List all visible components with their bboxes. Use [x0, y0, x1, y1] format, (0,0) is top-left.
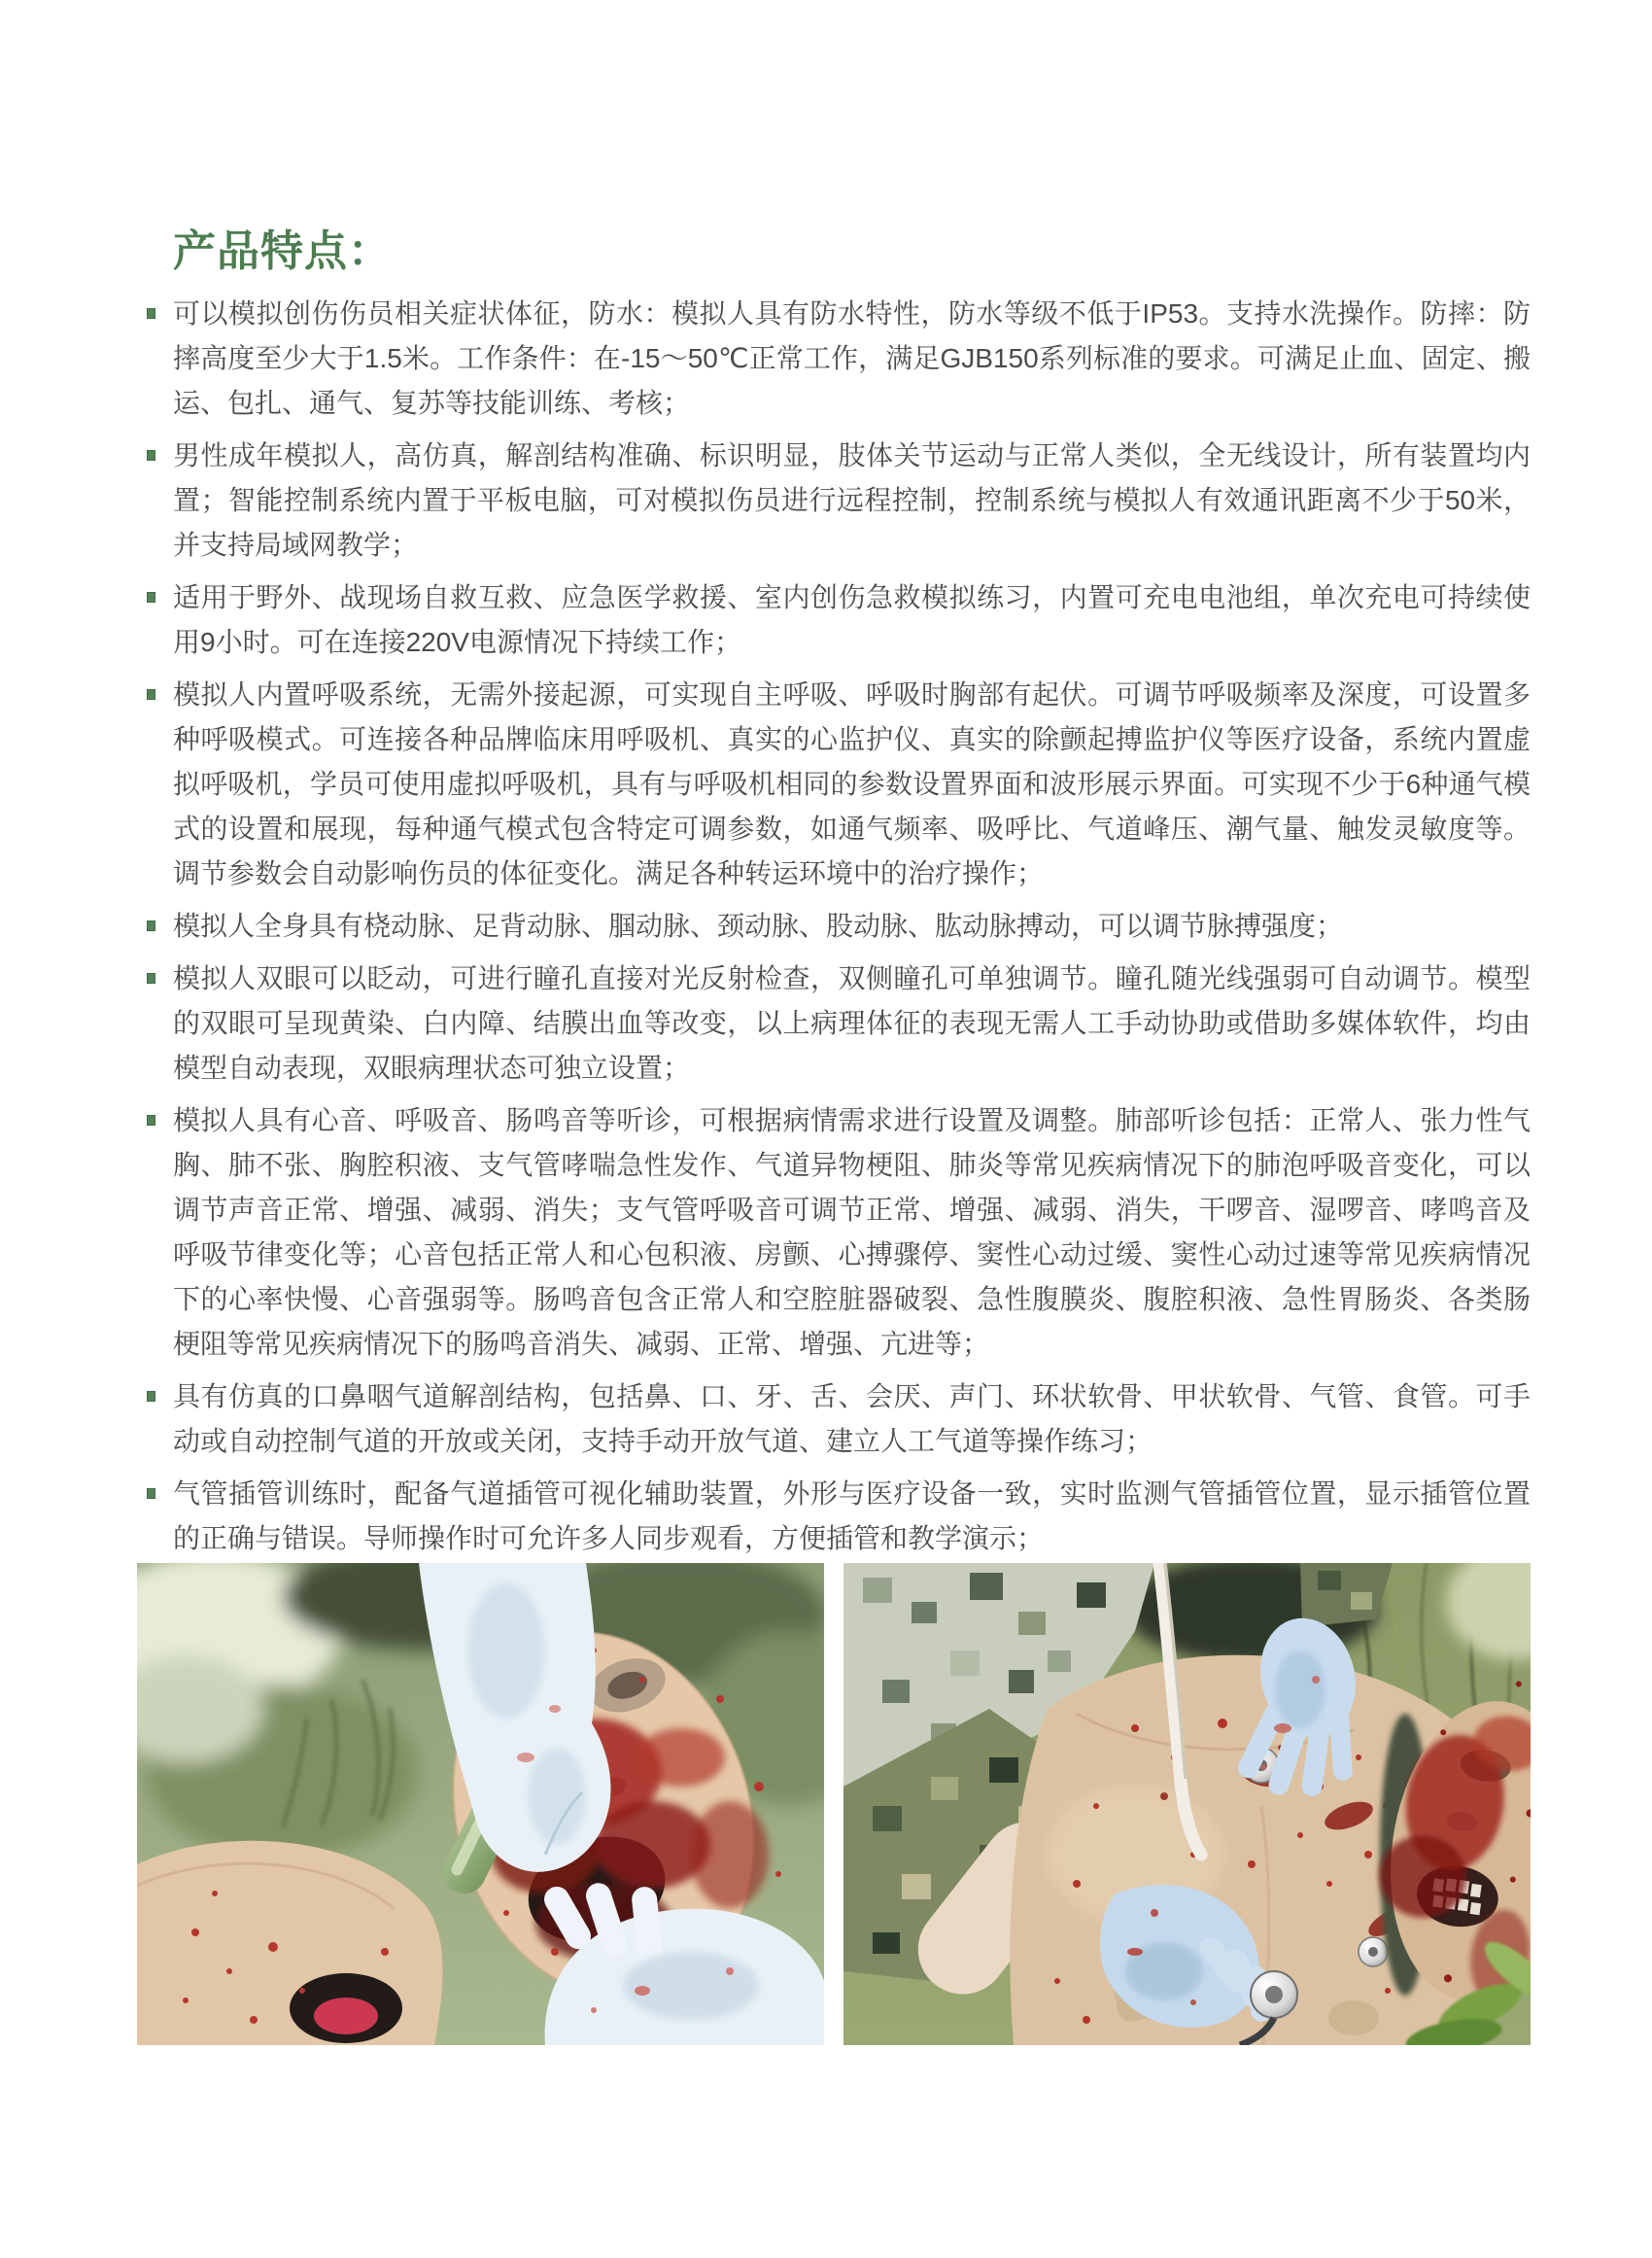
feature-text: 模拟人具有心音、呼吸音、肠鸣音等听诊，可根据病情需求进行设置及调整。肺部听诊包括：正常人、张力性气胸、肺不张、胸腔积液、支气管哮喘急性发作、气道异物梗阻、肺炎等常见疾病情况下的肺泡呼吸音变化，可以调节声音正常、增强、减弱、消失；支气管呼吸音可调节正常、增强、减弱、消失，干啰音、湿啰音、哮鸣音及呼吸节律变化等；心音包括正常人和心包积液、房颤、心搏骤停、窦性心动过缓、窦性心动过速等常见疾病情况下的心率快慢、心音强弱等。肠鸣音包含正常人和空腔脏器破裂、急性腹膜炎、腹腔积液、急性胃肠炎、各类肠梗阻等常见疾病情况下的肠鸣音消失、减弱、正常、增强、亢进等；: [173, 1105, 1531, 1359]
bullet-square-icon: [147, 450, 155, 461]
bullet-square-icon: [147, 1488, 155, 1499]
feature-item: [173, 434, 1531, 568]
feature-text: 适用于野外、战现场自救互救、应急医学救援、室内创伤急救模拟练习，内置可充电电池组，单次充电可持续使用9小时。可在连接220V电源情况下持续工作；: [173, 582, 1531, 657]
page-title: 产品特点：: [173, 227, 392, 275]
photo-row: [137, 1563, 1531, 2045]
feature-text: 气管插管训练时，配备气道插管可视化辅助装置，外形与医疗设备一致，实时监测气管插管位置，显示插管位置的正确与错误。导师操作时可允许多人同步观看，方便插管和教学演示；: [173, 1478, 1531, 1553]
feature-text: 可以模拟创伤伤员相关症状体征，防水：模拟人具有防水特性，防水等级不低于IP53。支持水洗操作。防摔：防摔高度至少大于1.5米。工作条件：在-15～50℃正常工作，满足GJB150系列标准的要求。可满足止血、固定、搬运、包扎、通气、复苏等技能训练、考核；: [173, 298, 1531, 418]
feature-text: 模拟人全身具有桡动脉、足背动脉、腘动脉、颈动脉、股动脉、肱动脉搏动，可以调节脉搏强度；: [173, 911, 1344, 941]
bullet-square-icon: [147, 973, 155, 984]
bullet-square-icon: [147, 1115, 155, 1126]
bullet-square-icon: [147, 689, 155, 700]
feature-item: [173, 292, 1531, 426]
feature-text: 男性成年模拟人，高仿真，解剖结构准确、标识明显，肢体关节运动与正常人类似，全无线设计，所有装置均内置；智能控制系统内置于平板电脑，可对模拟伤员进行远程控制，控制系统与模拟人有效通讯距离不少于50米，并支持局域网教学；: [173, 440, 1531, 560]
feature-text: 具有仿真的口鼻咽气道解剖结构，包括鼻、口、牙、舌、会厌、声门、环状软骨、甲状软骨、气管、食管。可手动或自动控制气道的开放或关闭，支持手动开放气道、建立人工气道等操作练习；: [173, 1381, 1531, 1456]
airway-intubation-training-photo: [137, 1563, 824, 2045]
feature-item: [173, 956, 1531, 1091]
bullet-square-icon: [147, 921, 155, 931]
feature-item: [173, 1374, 1531, 1464]
bullet-square-icon: [147, 1391, 155, 1402]
feature-item: [173, 1472, 1531, 1561]
feature-item: [173, 904, 1531, 949]
stethoscope-auscultation-training-photo: [843, 1563, 1531, 2045]
feature-item: [173, 575, 1531, 665]
feature-item: [173, 1098, 1531, 1367]
feature-text: 模拟人内置呼吸系统，无需外接起源，可实现自主呼吸、呼吸时胸部有起伏。可调节呼吸频率及深度，可设置多种呼吸模式。可连接各种品牌临床用呼吸机、真实的心监护仪、真实的除颤起搏监护仪等医疗设备，系统内置虚拟呼吸机，学员可使用虚拟呼吸机，具有与呼吸机相同的参数设置界面和波形展示界面。可实现不少于6种通气模式的设置和展现，每种通气模式包含特定可调参数，如通气频率、吸呼比、气道峰压、潮气量、触发灵敏度等。调节参数会自动影响伤员的体征变化。满足各种转运环境中的治疗操作；: [173, 679, 1531, 888]
feature-list: [173, 292, 1531, 1569]
bullet-square-icon: [147, 308, 155, 319]
bullet-square-icon: [147, 592, 155, 603]
feature-text: 模拟人双眼可以眨动，可进行瞳孔直接对光反射检查，双侧瞳孔可单独调节。瞳孔随光线强弱可自动调节。模型的双眼可呈现黄染、白内障、结膜出血等改变，以上病理体征的表现无需人工手动协助或借助多媒体软件，均由模型自动表现，双眼病理状态可独立设置；: [173, 963, 1531, 1083]
feature-item: [173, 673, 1531, 896]
